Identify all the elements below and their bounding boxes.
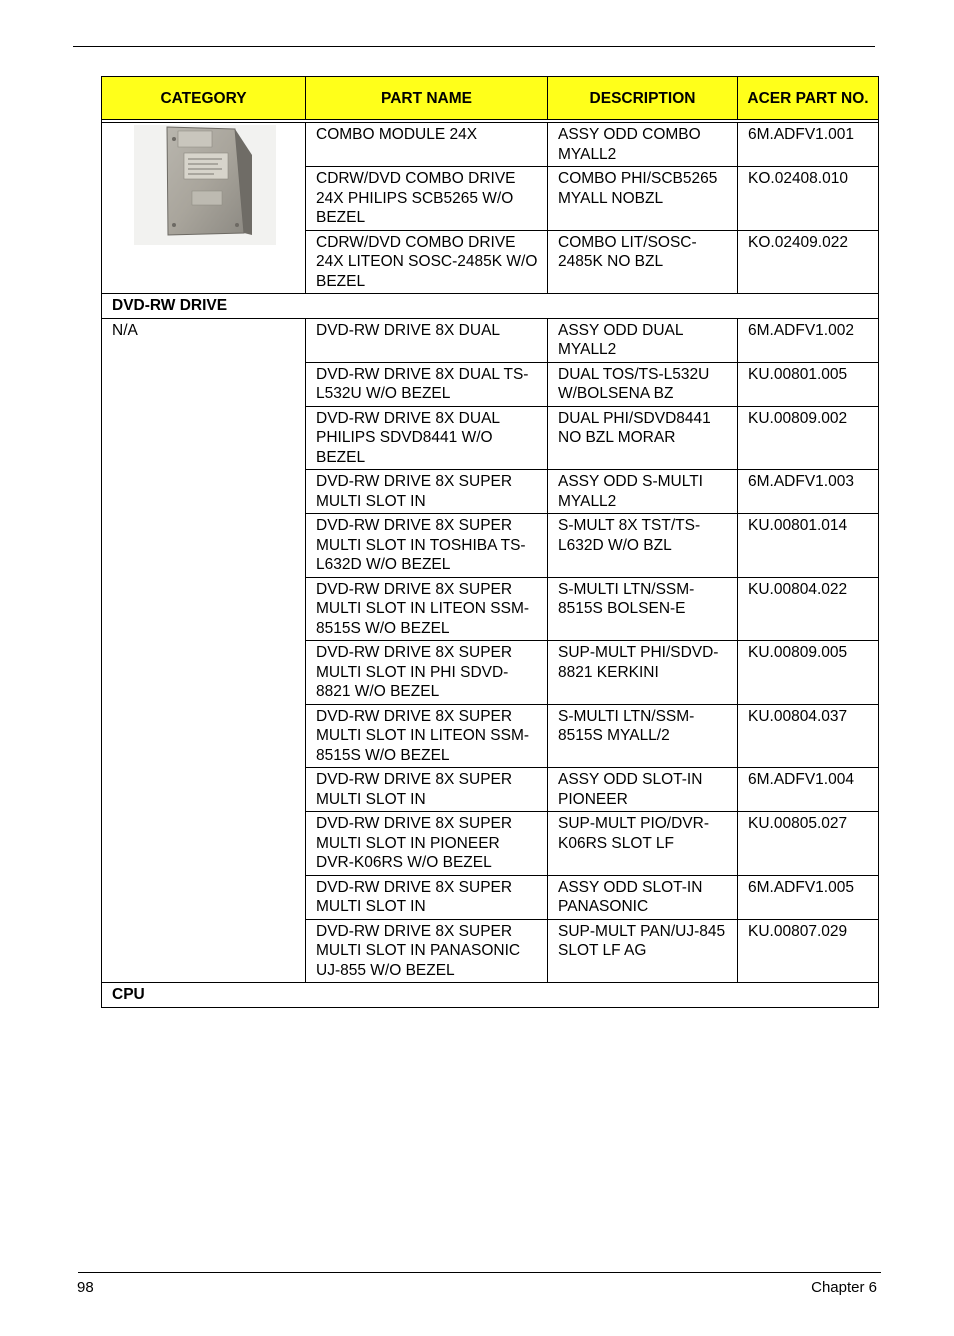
header-part-no: ACER PART NO.: [738, 77, 879, 120]
description-cell: COMBO LIT/SOSC-2485K NO BZL: [548, 230, 738, 294]
description-cell: SUP-MULT PHI/SDVD-8821 KERKINI: [548, 641, 738, 705]
description-cell: S-MULTI LTN/SSM-8515S BOLSEN-E: [548, 577, 738, 641]
part-no-cell: KU.00809.005: [738, 641, 879, 705]
description-cell: DUAL TOS/TS-L532U W/BOLSENA BZ: [548, 362, 738, 406]
part-no-cell: 6M.ADFV1.001: [738, 123, 879, 167]
header-rule: [73, 46, 875, 47]
part-name-cell: DVD-RW DRIVE 8X SUPER MULTI SLOT IN: [306, 875, 548, 919]
description-cell: DUAL PHI/SDVD8441 NO BZL MORAR: [548, 406, 738, 470]
chapter-label: Chapter 6: [811, 1279, 877, 1296]
footer-rule: [78, 1272, 881, 1273]
part-no-cell: 6M.ADFV1.004: [738, 768, 879, 812]
part-no-cell: 6M.ADFV1.002: [738, 318, 879, 362]
parts-table: [101, 76, 879, 1008]
part-no-cell: KU.00804.022: [738, 577, 879, 641]
part-name-cell: DVD-RW DRIVE 8X SUPER MULTI SLOT IN: [306, 470, 548, 514]
part-name-cell: DVD-RW DRIVE 8X DUAL TS-L532U W/O BEZEL: [306, 362, 548, 406]
table-header-row: [102, 77, 879, 120]
part-no-cell: KO.02408.010: [738, 167, 879, 231]
optical-drive-image: [134, 125, 276, 245]
part-name-cell: DVD-RW DRIVE 8X SUPER MULTI SLOT IN PIONEER DVR-K06RS W/O BEZEL: [306, 812, 548, 876]
section-title-cpu: CPU: [102, 983, 879, 1008]
part-name-cell: DVD-RW DRIVE 8X SUPER MULTI SLOT IN: [306, 768, 548, 812]
description-cell: ASSY ODD COMBO MYALL2: [548, 123, 738, 167]
part-name-cell: DVD-RW DRIVE 8X SUPER MULTI SLOT IN PHI SDVD-8821 W/O BEZEL: [306, 641, 548, 705]
part-name-cell: DVD-RW DRIVE 8X SUPER MULTI SLOT IN LITEON SSM-8515S W/O BEZEL: [306, 577, 548, 641]
part-no-cell: KU.00805.027: [738, 812, 879, 876]
description-cell: ASSY ODD DUAL MYALL2: [548, 318, 738, 362]
section-row-dvd: [102, 294, 879, 319]
description-cell: SUP-MULT PAN/UJ-845 SLOT LF AG: [548, 919, 738, 983]
description-cell: ASSY ODD SLOT-IN PANASONIC: [548, 875, 738, 919]
header-category: CATEGORY: [102, 77, 306, 120]
part-name-cell: CDRW/DVD COMBO DRIVE 24X LITEON SOSC-2485K W/O BEZEL: [306, 230, 548, 294]
section-title-dvd: DVD-RW DRIVE: [102, 294, 879, 319]
part-no-cell: KU.00801.014: [738, 514, 879, 578]
description-cell: S-MULTI LTN/SSM-8515S MYALL/2: [548, 704, 738, 768]
part-no-cell: 6M.ADFV1.003: [738, 470, 879, 514]
description-cell: COMBO PHI/SCB5265 MYALL NOBZL: [548, 167, 738, 231]
header-description: DESCRIPTION: [548, 77, 738, 120]
part-name-cell: CDRW/DVD COMBO DRIVE 24X PHILIPS SCB5265 W/O BEZEL: [306, 167, 548, 231]
part-no-cell: KO.02409.022: [738, 230, 879, 294]
part-name-cell: DVD-RW DRIVE 8X SUPER MULTI SLOT IN TOSHIBA TS-L632D W/O BEZEL: [306, 514, 548, 578]
section-row-cpu: [102, 983, 879, 1008]
part-no-cell: KU.00804.037: [738, 704, 879, 768]
part-name-cell: DVD-RW DRIVE 8X DUAL PHILIPS SDVD8441 W/O BEZEL: [306, 406, 548, 470]
dvd-category-cell: N/A: [102, 318, 306, 983]
table-row: [102, 123, 879, 167]
part-no-cell: KU.00809.002: [738, 406, 879, 470]
part-name-cell: DVD-RW DRIVE 8X SUPER MULTI SLOT IN LITEON SSM-8515S W/O BEZEL: [306, 704, 548, 768]
combo-drive-image-cell: [102, 123, 306, 294]
part-name-cell: DVD-RW DRIVE 8X DUAL: [306, 318, 548, 362]
header-part-name: PART NAME: [306, 77, 548, 120]
description-cell: S-MULT 8X TST/TS-L632D W/O BZL: [548, 514, 738, 578]
part-name-cell: DVD-RW DRIVE 8X SUPER MULTI SLOT IN PANASONIC UJ-855 W/O BEZEL: [306, 919, 548, 983]
table-row: [102, 318, 879, 362]
part-no-cell: 6M.ADFV1.005: [738, 875, 879, 919]
part-name-cell: COMBO MODULE 24X: [306, 123, 548, 167]
page-number: 98: [77, 1279, 94, 1296]
description-cell: ASSY ODD SLOT-IN PIONEER: [548, 768, 738, 812]
part-no-cell: KU.00807.029: [738, 919, 879, 983]
part-no-cell: KU.00801.005: [738, 362, 879, 406]
description-cell: ASSY ODD S-MULTI MYALL2: [548, 470, 738, 514]
description-cell: SUP-MULT PIO/DVR-K06RS SLOT LF: [548, 812, 738, 876]
